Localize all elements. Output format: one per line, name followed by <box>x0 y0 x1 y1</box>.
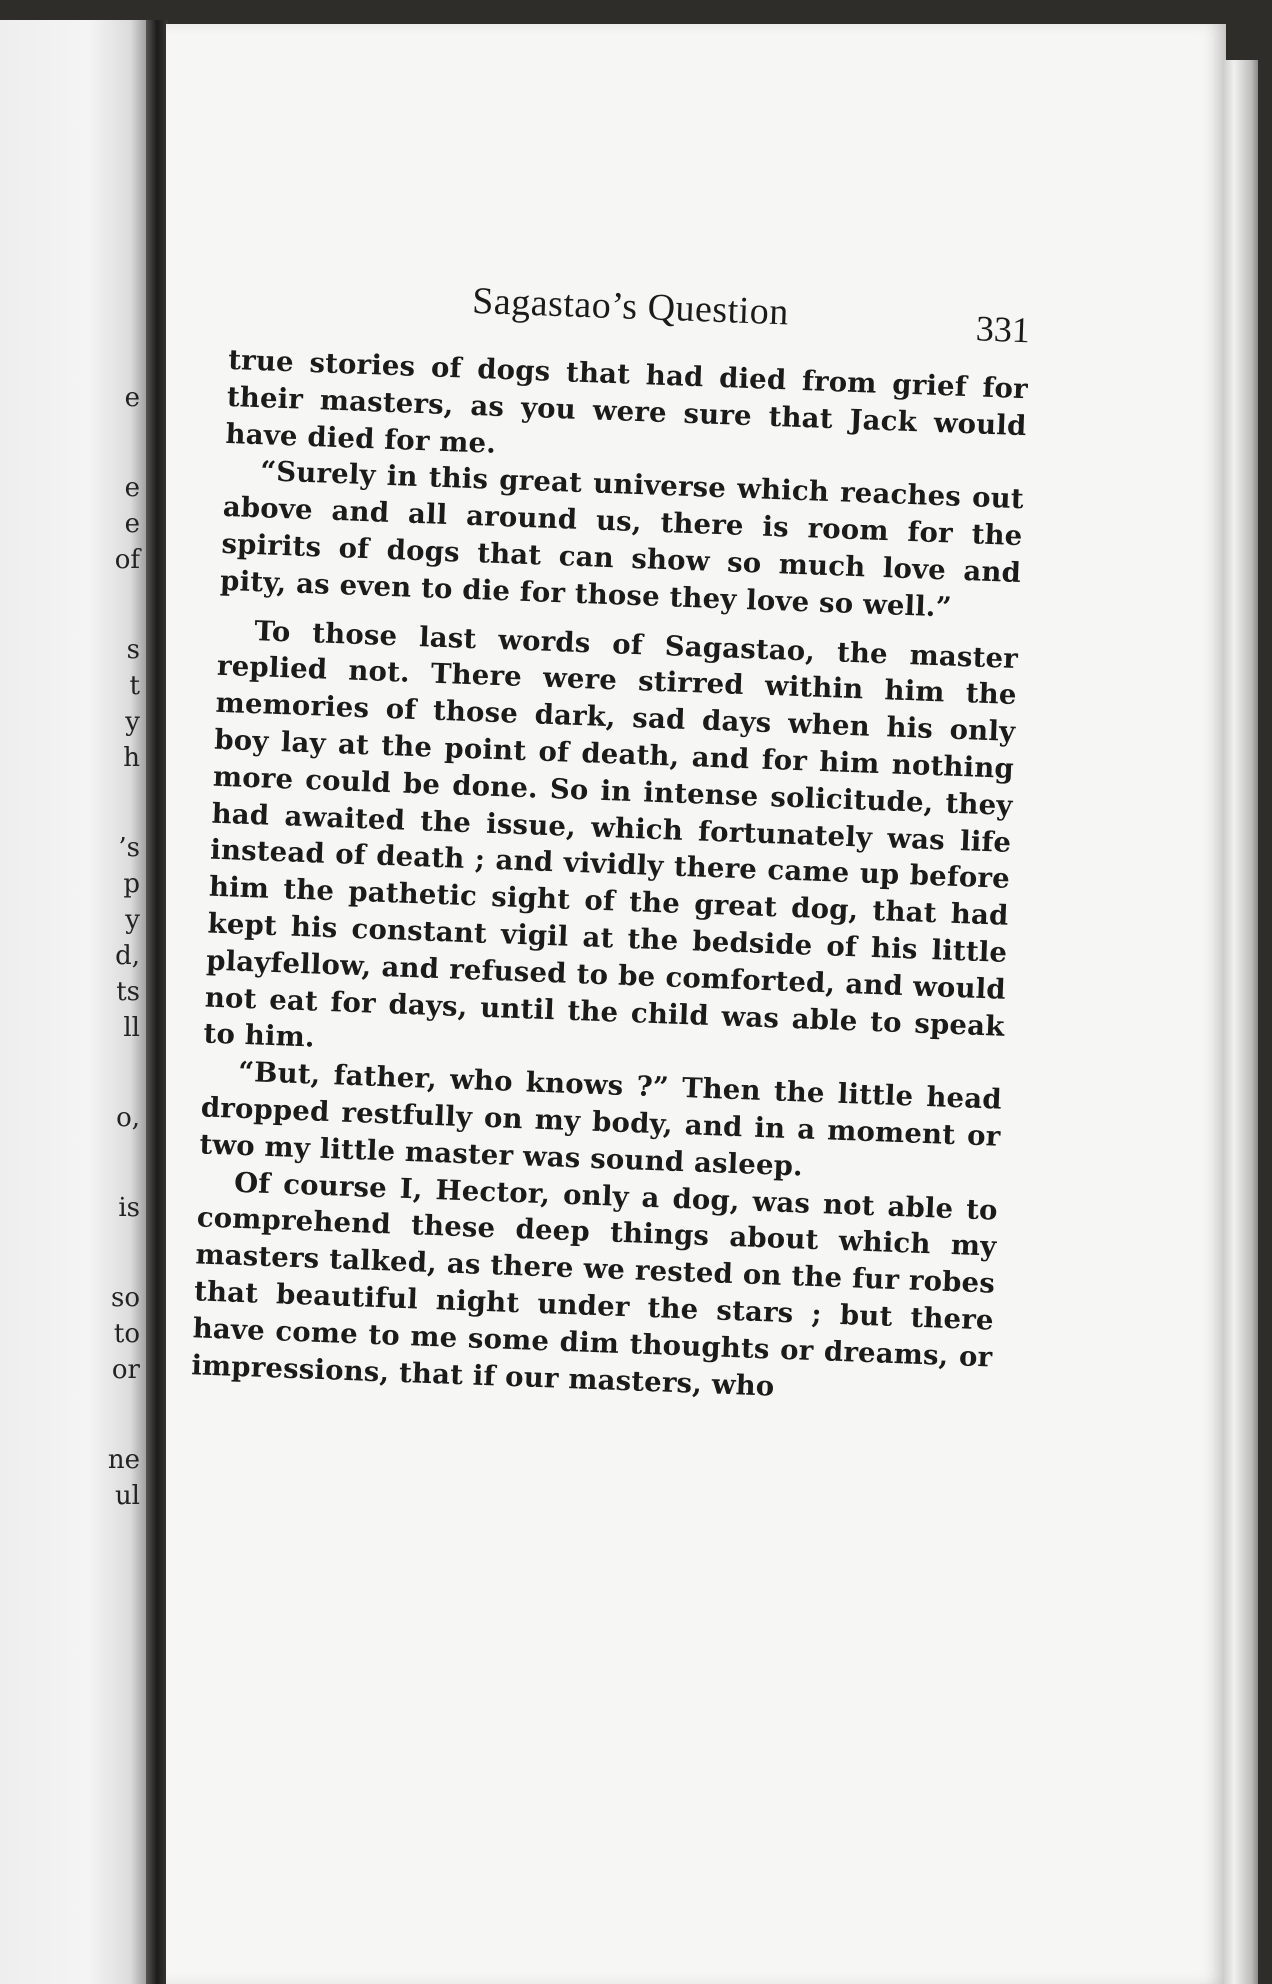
left-char: y <box>125 905 140 935</box>
left-char: of <box>114 545 140 575</box>
page-text-block <box>191 260 1032 1413</box>
left-char: or <box>111 1355 140 1385</box>
page-edge <box>1224 60 1258 1984</box>
paragraph: “Surely in this great universe which reaches out above and all around us, there is room for the spirits of dogs that can show so much love and pity, as even to die for those they love so well.” <box>219 455 1025 624</box>
paragraph: “But, father, who knows ?” Then the little head dropped restfully on my body, and in a moment or two my little master was sound asleep. <box>198 1055 1003 1183</box>
paragraph: Of course I, Hector, only a dog, was not able to comprehend these deep things about which my masters talked, as there we rested on the fur robes that beautiful night under the stars ; but there have come to me some dim thoughts or dreams, or impressions, that if our masters, who <box>190 1166 999 1403</box>
left-facing-page <box>0 20 148 1984</box>
left-char: d, <box>115 941 140 971</box>
page-number: 331 <box>975 308 1031 351</box>
left-page-cropped-text <box>100 380 140 1514</box>
left-char: ul <box>114 1481 140 1511</box>
running-title: Sagastao’s Question <box>471 279 790 334</box>
left-char: ll <box>123 1013 140 1043</box>
left-char: ’s <box>118 833 140 863</box>
left-char: h <box>123 743 140 773</box>
left-char: y <box>125 707 140 737</box>
left-char: p <box>123 869 140 899</box>
left-char: is <box>118 1193 140 1223</box>
left-char: ne <box>107 1445 140 1475</box>
left-char: to <box>113 1319 140 1349</box>
left-char: t <box>129 671 140 701</box>
left-char: so <box>111 1283 140 1313</box>
left-char: ts <box>116 977 140 1007</box>
left-char: e <box>124 473 140 503</box>
paragraph: To those last words of Sagastao, the master replied not. There were stirred within him the memories of those dark, sad days when his only boy lay at the point of death, and for him nothing more could be done. So in intense solicitude, they had awaited the issue, which fortunately was life instead of death ; and vividly there came up before him the pathetic sight of the great dog, that had kept his constant vigil at the bedside of his little playfellow, and refused to be comforted, and would not eat for days, until the child was able to speak to him. <box>203 614 1019 1054</box>
left-char: e <box>124 509 140 539</box>
left-char: o, <box>116 1103 140 1133</box>
left-char: s <box>126 635 140 665</box>
paragraph: true stories of dogs that had died from grief for their masters, as you were sure that Jack would have died for me. <box>225 343 1029 460</box>
book-gutter <box>146 20 168 1984</box>
left-char: e <box>124 383 140 413</box>
